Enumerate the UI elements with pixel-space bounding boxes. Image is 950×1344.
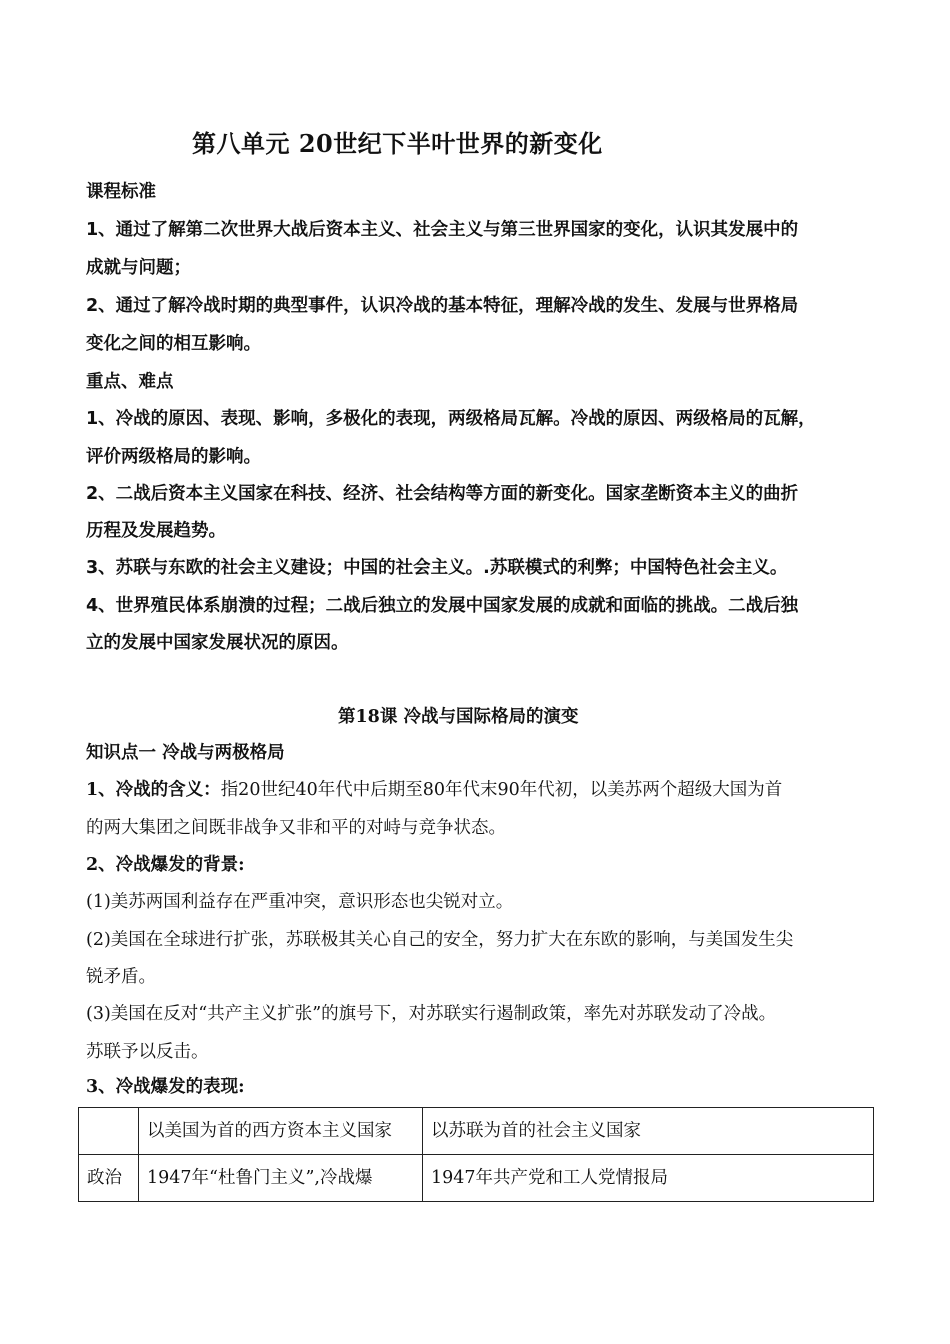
manifestation-heading: 3、冷战爆发的表现:: [86, 1077, 245, 1097]
definition-line-1: [86, 778, 782, 802]
table-header-cell: 以美国为首的西方资本主义国家: [139, 1108, 423, 1155]
key-point-2a: 2、二战后资本主义国家在科技、经济、社会结构等方面的新变化。国家垄断资本主义的曲折: [86, 484, 799, 504]
course-standard-heading: 课程标准: [86, 182, 156, 202]
background-1: (1)美苏两国利益存在严重冲突，意识形态也尖锐对立。: [86, 892, 514, 912]
cold-war-comparison-table: [78, 1107, 874, 1202]
course-standard-item-1a: 1、通过了解第二次世界大战后资本主义、社会主义与第三世界国家的变化，认识其发展中的: [86, 220, 799, 240]
course-standard-item-1b: 成就与问题；: [86, 258, 191, 278]
table-header-row: [79, 1108, 874, 1155]
knowledge-point-heading: 知识点一 冷战与两极格局: [86, 743, 285, 763]
table-header-cell: 以苏联为首的社会主义国家: [423, 1108, 874, 1155]
background-3a: (3)美国在反对“共产主义扩张”的旗号下，对苏联实行遏制政策，率先对苏联发动了冷战。: [86, 1004, 777, 1024]
key-point-3: 3、苏联与东欧的社会主义建设；中国的社会主义。.苏联模式的利弊；中国特色社会主义。: [86, 558, 788, 578]
background-2b: 锐矛盾。: [86, 967, 156, 987]
background-heading: 2、冷战爆发的背景:: [86, 855, 245, 875]
definition-line-2: 的两大集团之间既非战争又非和平的对峙与竞争状态。: [86, 818, 506, 838]
key-point-1a: 1、冷战的原因、表现、影响，多极化的表现，两级格局瓦解。冷战的原因、两级格局的瓦解，: [86, 409, 816, 429]
key-point-4b: 立的发展中国家发展状况的原因。: [86, 633, 349, 653]
table-row: [79, 1155, 874, 1202]
table-cell: 政治: [79, 1155, 139, 1202]
background-3b: 苏联予以反击。: [86, 1042, 209, 1062]
key-point-1b: 评价两级格局的影响。: [86, 447, 261, 467]
table-cell: 1947年“杜鲁门主义”,冷战爆: [139, 1155, 423, 1202]
key-point-2b: 历程及发展趋势。: [86, 521, 226, 541]
background-2a: (2)美国在全球进行扩张，苏联极其关心自己的安全，努力扩大在东欧的影响，与美国发生尖: [86, 930, 794, 950]
course-standard-item-2a: 2、通过了解冷战时期的典型事件，认识冷战的基本特征，理解冷战的发生、发展与世界格局: [86, 296, 799, 316]
lesson-title: 第18课 冷战与国际格局的演变: [338, 707, 579, 727]
key-points-heading: 重点、难点: [86, 372, 174, 392]
definition-text: 指20世纪40年代中后期至80年代末90年代初，以美苏两个超级大国为首: [220, 780, 783, 800]
definition-label: 1、冷战的含义：: [86, 780, 221, 800]
table-header-cell: [79, 1108, 139, 1155]
course-standard-item-2b: 变化之间的相互影响。: [86, 334, 261, 354]
table-cell: 1947年共产党和工人党情报局: [423, 1155, 874, 1202]
unit-title: 第八单元 20世纪下半叶世界的新变化: [192, 129, 603, 158]
key-point-4a: 4、世界殖民体系崩溃的过程；二战后独立的发展中国家发展的成就和面临的挑战。二战后独: [86, 596, 799, 616]
